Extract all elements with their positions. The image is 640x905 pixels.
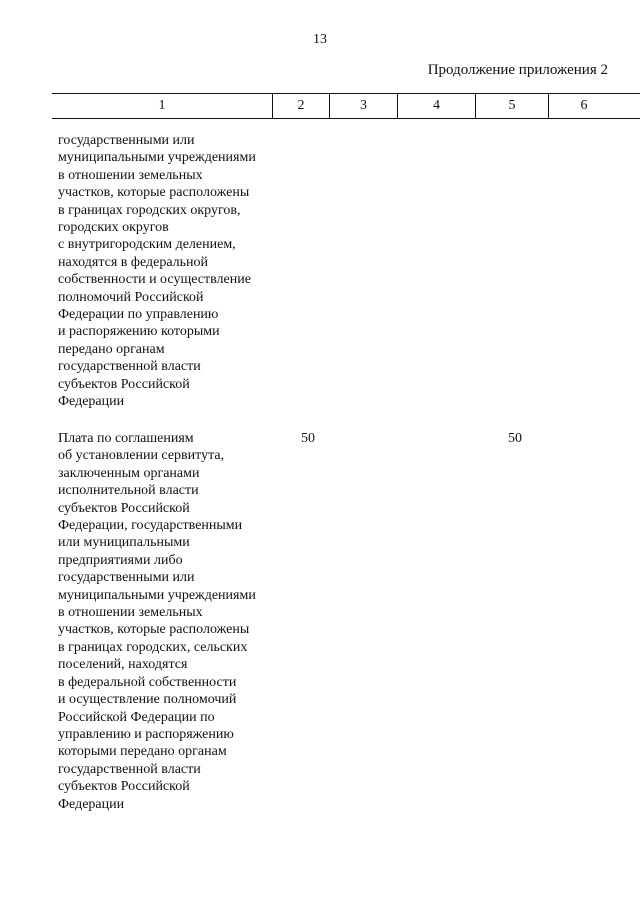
page-number: 13 (313, 32, 327, 47)
table-row-2-description: Плата по соглашениям об установлении сервитута, заключенным органами исполнительной власти субъектов Российской Федерации, государственными или муниципальными предприятиями либо государственными или муниципальными учреждениями в отношении земельных участков, которые расположены в границах городских, сельских поселений, находятся в федеральной собственности и осуществление полномочий Российской Федерации по управлению и распоряжению которыми передано органам государственной власти субъектов Российской Федерации (58, 431, 256, 812)
column-header-3: 3 (360, 98, 367, 113)
column-header-5: 5 (508, 98, 516, 113)
column-header-4: 4 (433, 98, 440, 113)
column-header-2: 2 (297, 98, 305, 113)
column-header-6: 6 (580, 98, 588, 113)
column-header-1: 1 (158, 98, 166, 113)
appendix-continuation-note: Продолжение приложения 2 (427, 62, 608, 78)
table-row-2-col2-value: 50 (301, 431, 315, 446)
table-row-2-col5-value: 50 (508, 431, 522, 446)
table-row-1-description: государственными или муниципальными учреждениями в отношении земельных участков, которые расположены в границах городских округов, городских округов с внутригородским делением, находятся в федеральной собственности и осуществление полномочий Российской Федерации по управлению и распоряжению которыми передано органам государственной власти субъектов Российской Федерации (58, 133, 256, 410)
table-column-header (52, 93, 640, 119)
